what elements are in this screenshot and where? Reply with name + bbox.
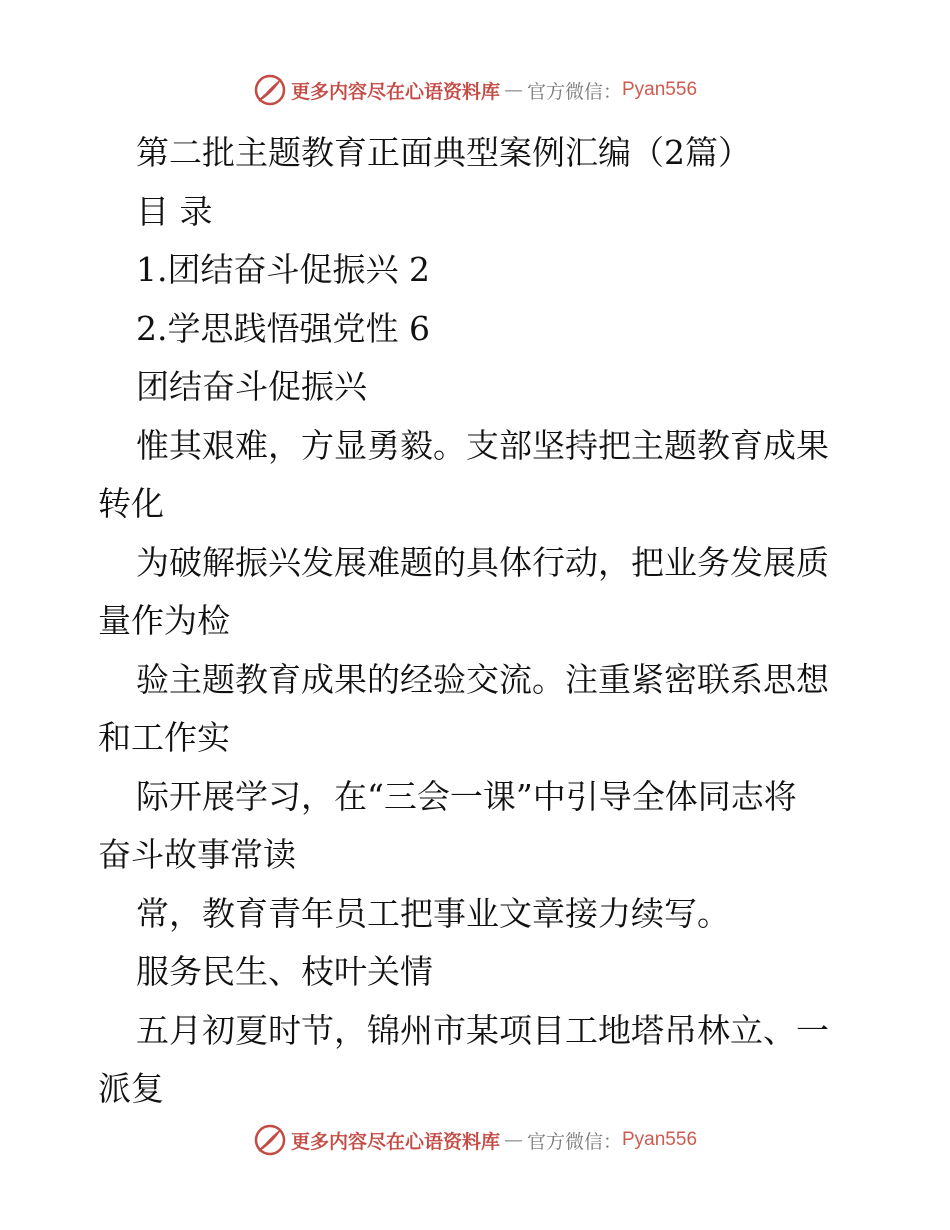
document-line: 际开展学习，在“三会一课”中引导全体同志将 bbox=[136, 776, 797, 816]
document-line: 验主题教育成果的经验交流。注重紧密联系思想 bbox=[136, 659, 829, 699]
footer-watermark bbox=[0, 1120, 950, 1160]
watermark-main-text: 更多内容尽在心语资料库 bbox=[290, 1130, 500, 1153]
document-line: 常，教育青年员工把事业文章接力续写。 bbox=[136, 893, 730, 933]
header-watermark bbox=[0, 70, 950, 110]
document-line: 2.学思践悟强党性 6 bbox=[136, 308, 430, 348]
watermark-sub-text: 官方微信： bbox=[526, 80, 622, 103]
feather-pen-circle-icon bbox=[253, 73, 287, 107]
watermark-wechat-id: Pyan556 bbox=[622, 1129, 698, 1150]
feather-pen-circle-icon bbox=[253, 1123, 287, 1157]
document-line: 惟其艰难，方显勇毅。支部坚持把主题教育成果 bbox=[136, 425, 829, 465]
document-body bbox=[98, 124, 858, 1119]
document-line: 转化 bbox=[98, 484, 164, 523]
watermark-sub-text: 官方微信： bbox=[526, 1130, 622, 1153]
document-line: 为破解振兴发展难题的具体行动，把业务发展质 bbox=[136, 542, 829, 582]
document-line: 1.团结奋斗促振兴 2 bbox=[136, 250, 430, 289]
document-line: 服务民生、枝叶关情 bbox=[136, 952, 433, 991]
document-line: 目 录 bbox=[136, 191, 213, 231]
document-line: 和工作实 bbox=[98, 718, 230, 757]
document-line: 量作为检 bbox=[98, 601, 230, 640]
document-line: 团结奋斗促振兴 bbox=[136, 367, 367, 406]
document-line: 第二批主题教育正面典型案例汇编（2篇） bbox=[136, 133, 751, 172]
watermark-separator: — bbox=[503, 79, 523, 101]
document-line: 派复 bbox=[98, 1069, 164, 1108]
document-line: 奋斗故事常读 bbox=[98, 835, 296, 874]
document-line: 五月初夏时节，锦州市某项目工地塔吊林立、一 bbox=[136, 1010, 829, 1050]
watermark-main-text: 更多内容尽在心语资料库 bbox=[290, 80, 500, 103]
watermark-wechat-id: Pyan556 bbox=[622, 79, 698, 100]
watermark-separator: — bbox=[503, 1129, 523, 1151]
